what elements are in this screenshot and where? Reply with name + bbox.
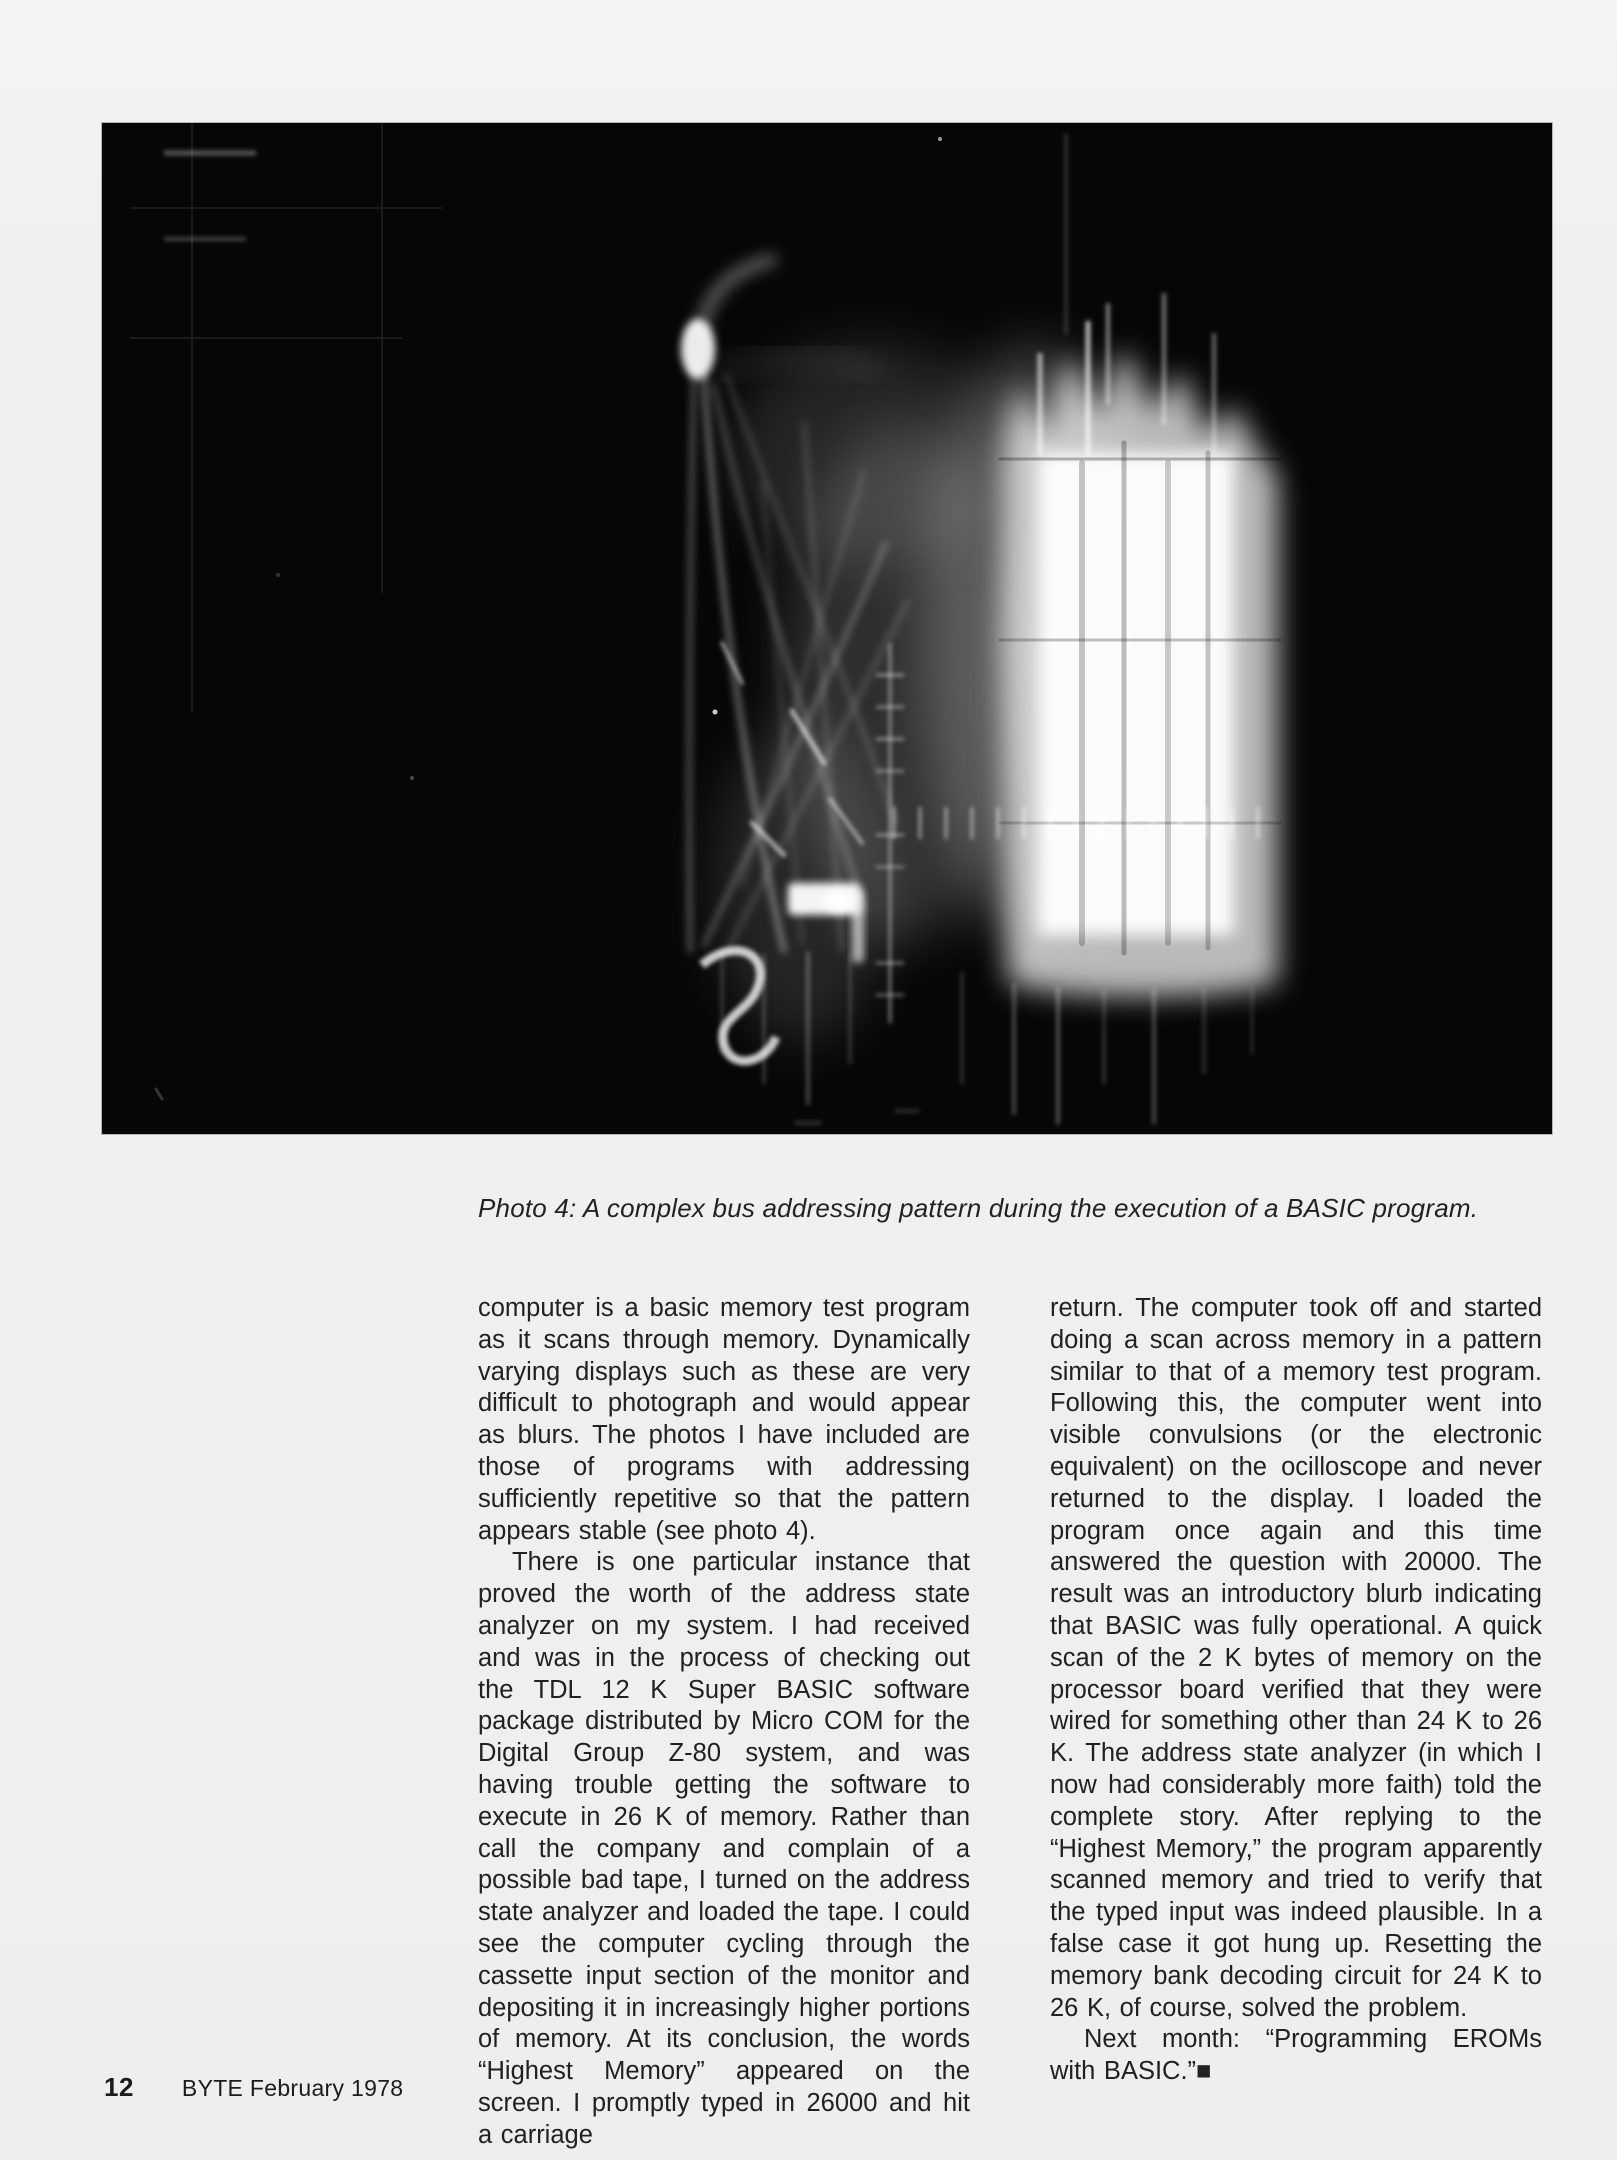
oscilloscope-trace-art (102, 123, 1552, 1134)
paragraph: computer is a basic memory test program as it scans through memory. Dynamically varying displays such as these are very difficult to photograph and would appear as blurs. The photos I have included are those of programs with addressing sufficiently repetitive so that the pattern appears stable (see photo 4). (478, 1294, 970, 1545)
issue-label: BYTE February 1978 (181, 2075, 404, 2101)
page-footer (104, 2072, 403, 2103)
photo-caption: Photo 4: A complex bus addressing pattern during the execution of a BASIC program. (478, 1193, 1479, 1223)
photo-4-bus-pattern (102, 123, 1552, 1134)
paragraph: Next month: “Programming EROMs with BASIC.”■ (1050, 2025, 1542, 2086)
page-number: 12 (104, 2072, 134, 2102)
article-right-column (1050, 1293, 1542, 2152)
paragraph: return. The computer took off and started doing a scan across memory in a pattern similar to that of a memory test program. Following this, the computer went into visible convulsions (or the electronic equivalent) on the ocilloscope and never returned to the display. I loaded the program once again and this time answered the question with 20000. The result was an introductory blurb indicating that BASIC was fully operational. A quick scan of the 2 K bytes of memory on the processor board verified that they were wired for something other than 24 K to 26 K. The address state analyzer (in which I now had considerably more faith) told the complete story. After replying to the “Highest Memory,” the program apparently scanned memory and tried to verify that the typed input was indeed plausible. In a false case it got hung up. Resetting the memory bank decoding circuit for 24 K to 26 K, of course, solved the problem. (1050, 1294, 1542, 2022)
article-body (478, 1293, 1542, 2152)
article-left-column (478, 1293, 970, 2152)
paragraph: There is one particular instance that proved the worth of the address state analyzer on my system. I had received and was in the process of checking out the TDL 12 K Super BASIC software package distributed by Micro COM for the Digital Group Z-80 system, and was having trouble getting the software to execute in 26 K of memory. Rather than call the company and complain of a possible bad tape, I turned on the address state analyzer and loaded the tape. I could see the computer cycling through the cassette input section of the monitor and depositing it in increasingly higher portions of memory. At its conclusion, the words “Highest Memory” appeared on the screen. I promptly typed in 26000 and hit a carriage (478, 1548, 970, 2149)
